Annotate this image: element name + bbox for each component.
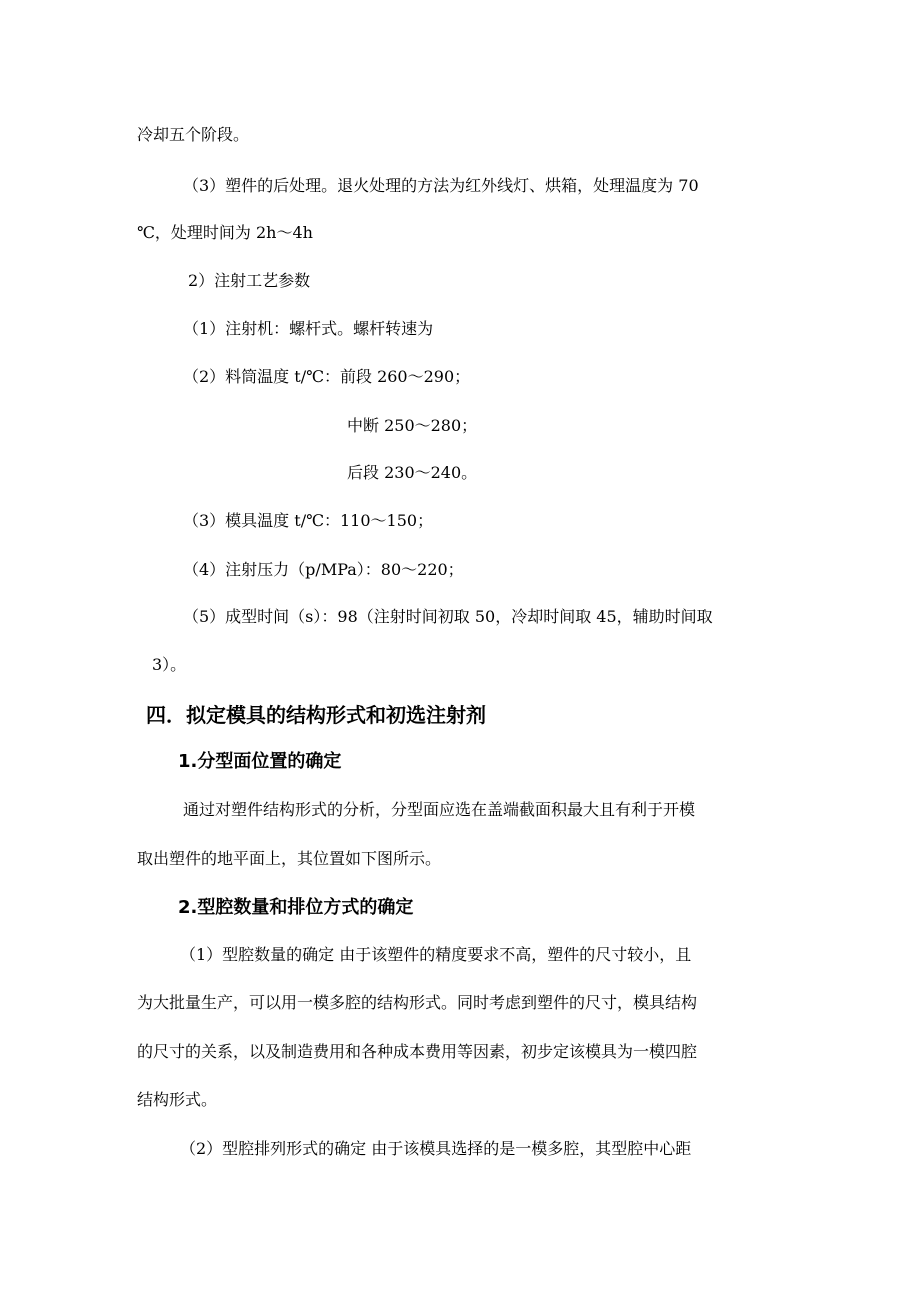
post-processing-line-1: （3）塑件的后处理。退火处理的方法为红外线灯、烘箱，处理温度为 70 bbox=[183, 176, 699, 195]
subsection-1-line-1: 通过对塑件结构形式的分析，分型面应选在盖端截面积最大且有利于开模 bbox=[183, 800, 696, 819]
subsection-2-para1-line-4: 结构形式。 bbox=[137, 1090, 218, 1109]
section-4-heading: 四．拟定模具的结构形式和初选注射剂 bbox=[146, 703, 486, 727]
subsection-2-para1-line-2: 为大批量生产，可以用一模多腔的结构形式。同时考虑到塑件的尺寸，模具结构 bbox=[137, 993, 698, 1012]
paragraph-line: 冷却五个阶段。 bbox=[137, 125, 250, 144]
cycle-time-line-1: （5）成型时间（s）：98（注射时间初取 50，冷却时间取 45，辅助时间取 bbox=[183, 607, 713, 626]
post-processing-line-2: ℃，处理时间为 2h～4h bbox=[137, 223, 313, 242]
barrel-temp-rear: 后段 230～240。 bbox=[347, 463, 478, 482]
mold-temperature: （3）模具温度 t/℃：110～150； bbox=[183, 511, 434, 530]
barrel-temp-middle: 中断 250～280； bbox=[347, 416, 478, 435]
subsection-2-heading: 2.型腔数量和排位方式的确定 bbox=[178, 897, 414, 918]
injection-pressure: （4）注射压力（p/MPa）：80～220； bbox=[183, 560, 464, 579]
subsection-1-heading: 1.分型面位置的确定 bbox=[178, 751, 342, 772]
injection-machine: （1）注射机：螺杆式。螺杆转速为 bbox=[183, 319, 434, 338]
subsection-2-para1-line-1: （1）型腔数量的确定 由于该塑件的精度要求不高，塑件的尺寸较小，且 bbox=[180, 945, 692, 964]
subsection-1-line-2: 取出塑件的地平面上，其位置如下图所示。 bbox=[137, 849, 442, 868]
cycle-time-line-2: 3）。 bbox=[152, 655, 187, 674]
subsection-2-para2-line-1: （2）型腔排列形式的确定 由于该模具选择的是一模多腔，其型腔中心距 bbox=[180, 1139, 692, 1158]
subsection-2-para1-line-3: 的尺寸的关系，以及制造费用和各种成本费用等因素，初步定该模具为一模四腔 bbox=[137, 1042, 698, 1061]
injection-params-title: 2）注射工艺参数 bbox=[188, 271, 311, 290]
barrel-temp-front: （2）料筒温度 t/℃：前段 260～290； bbox=[183, 367, 471, 386]
